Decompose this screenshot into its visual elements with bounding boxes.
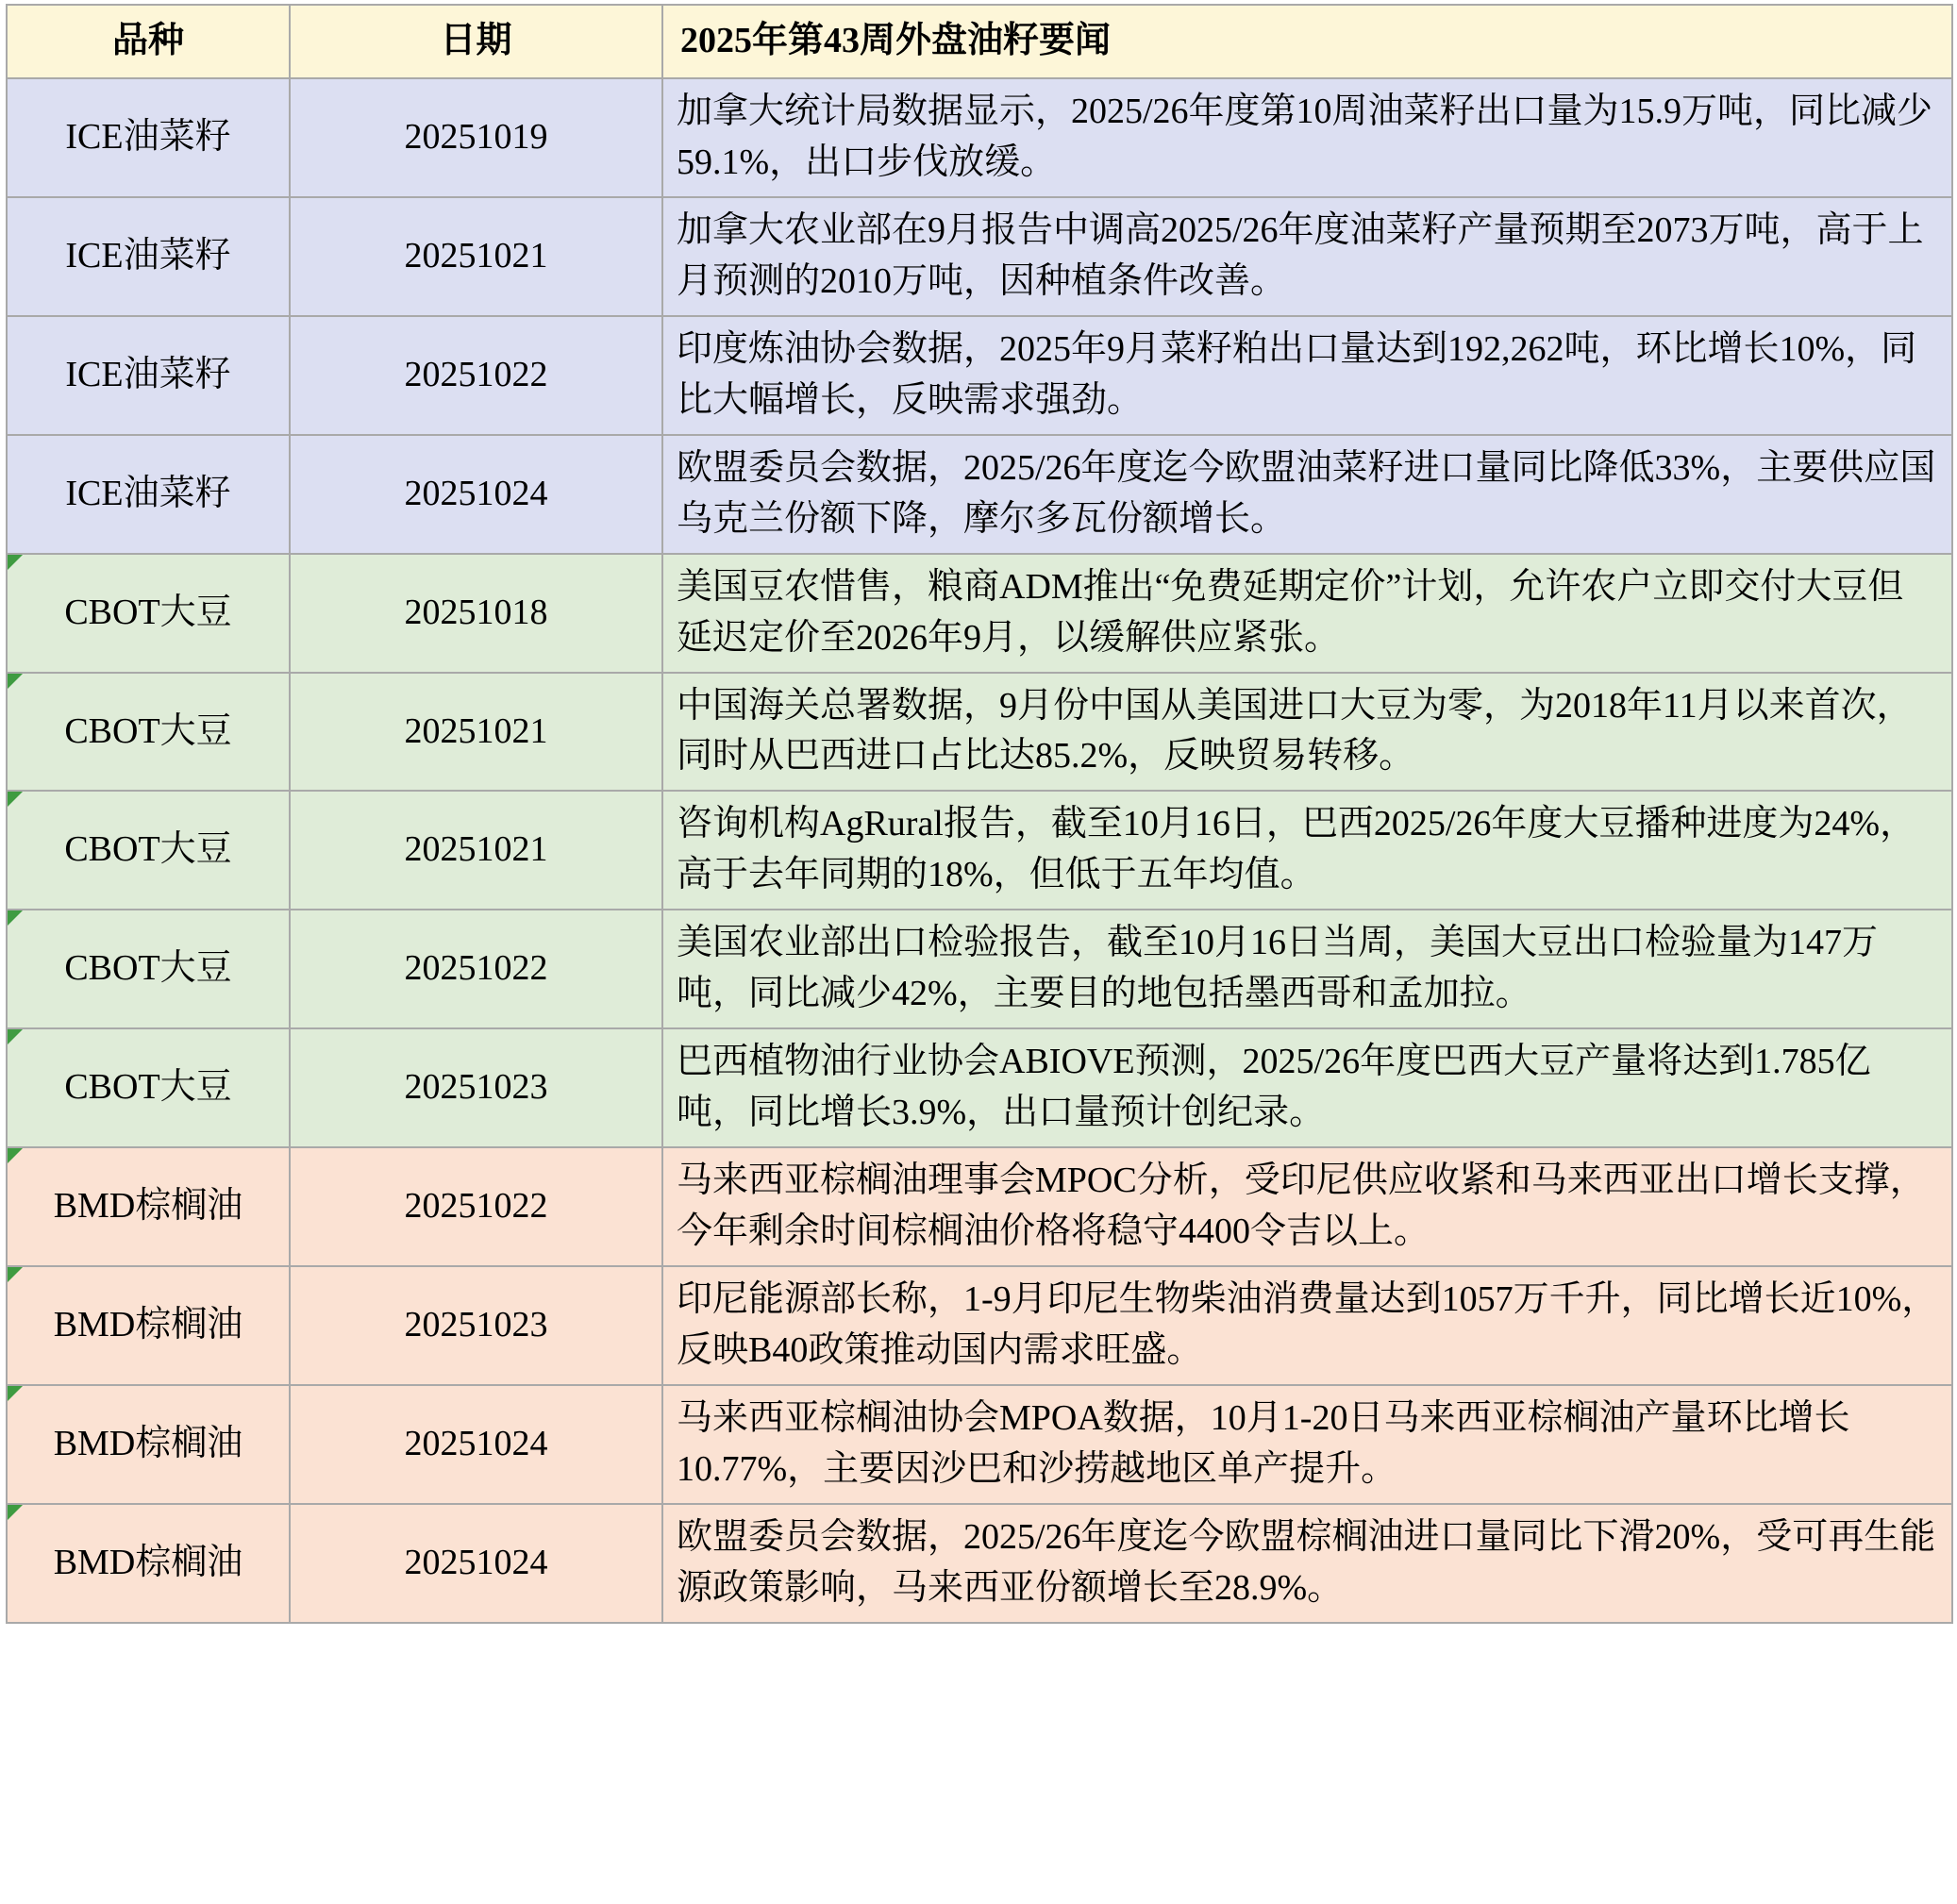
cell-variety: CBOT大豆 — [7, 673, 290, 792]
cell-date: 20251019 — [290, 78, 662, 197]
column-header-news: 2025年第43周外盘油籽要闻 — [662, 5, 1952, 78]
column-header-date: 日期 — [290, 5, 662, 78]
cell-date: 20251024 — [290, 435, 662, 554]
table-row — [7, 673, 1952, 792]
cell-date: 20251022 — [290, 1147, 662, 1266]
table-row — [7, 78, 1952, 197]
table-row — [7, 197, 1952, 316]
cell-date: 20251018 — [290, 554, 662, 673]
cell-news: 巴西植物油行业协会ABIOVE预测，2025/26年度巴西大豆产量将达到1.785亿吨，同比增长3.9%，出口量预计创纪录。 — [662, 1028, 1952, 1147]
cell-variety: ICE油菜籽 — [7, 435, 290, 554]
cell-date: 20251021 — [290, 197, 662, 316]
table-row — [7, 791, 1952, 910]
table-header-row — [7, 5, 1952, 78]
cell-variety: ICE油菜籽 — [7, 78, 290, 197]
cell-news: 欧盟委员会数据，2025/26年度迄今欧盟棕榈油进口量同比下滑20%，受可再生能源政策影响，马来西亚份额增长至28.9%。 — [662, 1504, 1952, 1623]
cell-date: 20251023 — [290, 1028, 662, 1147]
cell-variety: ICE油菜籽 — [7, 316, 290, 435]
cell-date: 20251024 — [290, 1385, 662, 1504]
cell-news: 咨询机构AgRural报告，截至10月16日，巴西2025/26年度大豆播种进度为24%，高于去年同期的18%，但低于五年均值。 — [662, 791, 1952, 910]
cell-news: 欧盟委员会数据，2025/26年度迄今欧盟油菜籽进口量同比降低33%，主要供应国乌克兰份额下降，摩尔多瓦份额增长。 — [662, 435, 1952, 554]
cell-news: 美国豆农惜售，粮商ADM推出“免费延期定价”计划，允许农户立即交付大豆但延迟定价至2026年9月，以缓解供应紧张。 — [662, 554, 1952, 673]
table-row — [7, 435, 1952, 554]
table-row — [7, 1266, 1952, 1385]
cell-date: 20251024 — [290, 1504, 662, 1623]
cell-news: 印度炼油协会数据，2025年9月菜籽粕出口量达到192,262吨，环比增长10%，同比大幅增长，反映需求强劲。 — [662, 316, 1952, 435]
cell-news: 中国海关总署数据，9月份中国从美国进口大豆为零，为2018年11月以来首次，同时从巴西进口占比达85.2%，反映贸易转移。 — [662, 673, 1952, 792]
cell-news: 美国农业部出口检验报告，截至10月16日当周，美国大豆出口检验量为147万吨，同比减少42%，主要目的地包括墨西哥和孟加拉。 — [662, 910, 1952, 1028]
cell-variety: CBOT大豆 — [7, 910, 290, 1028]
table-row — [7, 1385, 1952, 1504]
cell-variety: BMD棕榈油 — [7, 1385, 290, 1504]
table-row — [7, 1147, 1952, 1266]
cell-variety: BMD棕榈油 — [7, 1147, 290, 1266]
cell-variety: ICE油菜籽 — [7, 197, 290, 316]
table-row — [7, 316, 1952, 435]
cell-news: 马来西亚棕榈油协会MPOA数据，10月1-20日马来西亚棕榈油产量环比增长10.77%，主要因沙巴和沙捞越地区单产提升。 — [662, 1385, 1952, 1504]
cell-variety: CBOT大豆 — [7, 554, 290, 673]
table-body — [7, 78, 1952, 1623]
cell-date: 20251021 — [290, 673, 662, 792]
cell-news: 印尼能源部长称，1-9月印尼生物柴油消费量达到1057万千升，同比增长近10%，反映B40政策推动国内需求旺盛。 — [662, 1266, 1952, 1385]
cell-variety: BMD棕榈油 — [7, 1266, 290, 1385]
cell-news: 加拿大农业部在9月报告中调高2025/26年度油菜籽产量预期至2073万吨，高于上月预测的2010万吨，因种植条件改善。 — [662, 197, 1952, 316]
cell-variety: CBOT大豆 — [7, 791, 290, 910]
cell-news: 马来西亚棕榈油理事会MPOC分析，受印尼供应收紧和马来西亚出口增长支撑，今年剩余时间棕榈油价格将稳守4400令吉以上。 — [662, 1147, 1952, 1266]
cell-variety: BMD棕榈油 — [7, 1504, 290, 1623]
cell-date: 20251021 — [290, 791, 662, 910]
column-header-variety: 品种 — [7, 5, 290, 78]
cell-variety: CBOT大豆 — [7, 1028, 290, 1147]
cell-date: 20251022 — [290, 910, 662, 1028]
cell-news: 加拿大统计局数据显示，2025/26年度第10周油菜籽出口量为15.9万吨，同比减少59.1%，出口步伐放缓。 — [662, 78, 1952, 197]
cell-date: 20251022 — [290, 316, 662, 435]
table-row — [7, 910, 1952, 1028]
cell-date: 20251023 — [290, 1266, 662, 1385]
table-row — [7, 1028, 1952, 1147]
table-row — [7, 554, 1952, 673]
table-row — [7, 1504, 1952, 1623]
oilseed-news-table — [6, 4, 1953, 1624]
